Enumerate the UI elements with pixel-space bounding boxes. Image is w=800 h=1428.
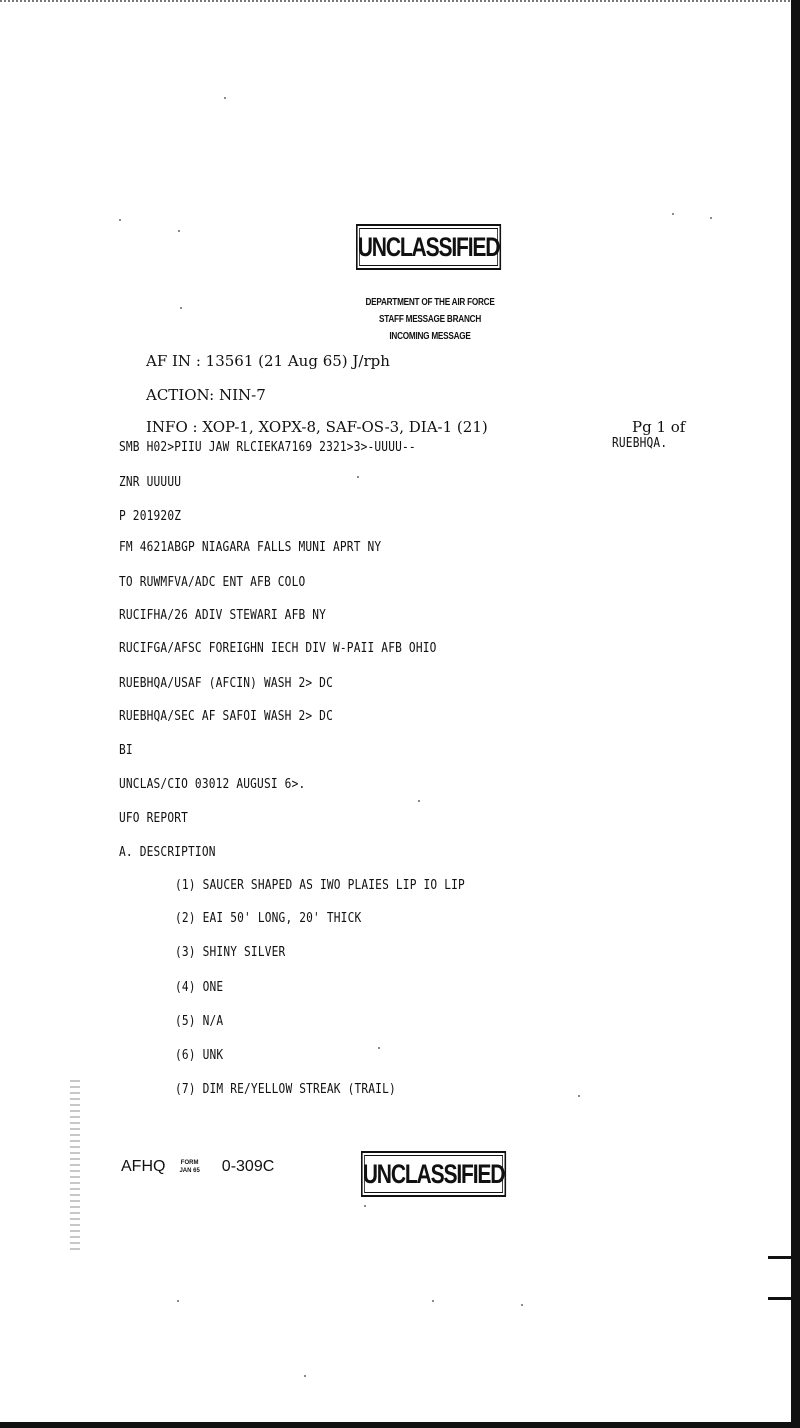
description-item: (3) SHINY SILVER	[175, 945, 286, 960]
office-header	[330, 294, 530, 345]
action-line: ACTION: NIN-7	[146, 386, 266, 404]
department-name: DEPARTMENT OF THE AIR FORCE	[365, 297, 495, 308]
page-right-edge	[791, 0, 800, 1428]
edge-tick	[768, 1297, 794, 1300]
to-line: RUCIFGA/AFSC FOREIGHN IECH DIV W-PAII AFB OHIO	[119, 641, 437, 656]
speck	[378, 1047, 380, 1049]
binding-noise	[70, 1080, 80, 1250]
precedence-line: P 201920Z	[119, 509, 182, 524]
bt-line: BI	[119, 743, 133, 758]
speck	[180, 307, 182, 309]
form-label-text: FORM	[180, 1160, 199, 1166]
speck	[304, 1375, 306, 1377]
speck	[119, 219, 121, 221]
speck	[224, 97, 226, 99]
speck	[710, 217, 712, 219]
speck	[364, 1205, 366, 1207]
description-item: (5) N/A	[175, 1014, 224, 1029]
unclassified-stamp-top: UNCLASSIFIED	[356, 224, 501, 270]
description-item: (4) ONE	[175, 980, 224, 995]
to-line: TO RUWMFVA/ADC ENT AFB COLO	[119, 575, 306, 590]
subject-line: UFO REPORT	[119, 811, 189, 826]
to-line: RUEBHQA/SEC AF SAFOI WASH 2> DC	[119, 709, 333, 724]
form-number: 0-309C	[221, 1158, 275, 1175]
description-item: (2) EAI 50' LONG, 20' THICK	[175, 911, 362, 926]
speck	[418, 800, 420, 802]
to-line: RUEBHQA/USAF (AFCIN) WASH 2> DC	[119, 676, 333, 691]
page-bottom-edge	[0, 1422, 800, 1428]
top-edge-dashes	[0, 0, 790, 6]
edge-tick	[768, 1256, 794, 1259]
speck	[432, 1300, 434, 1302]
speck	[672, 213, 674, 215]
speck	[178, 230, 180, 232]
zone-line: ZNR UUUUU	[119, 475, 182, 490]
description-item: (6) UNK	[175, 1048, 224, 1063]
smb-line: SMB H02>PIIU JAW RLCIEKA7169 2321>3>-UUUU--	[119, 440, 416, 455]
from-line: FM 4621ABGP NIAGARA FALLS MUNI APRT NY	[119, 540, 382, 555]
speck	[177, 1300, 179, 1302]
description-item: (1) SAUCER SHAPED AS IWO PLAIES LIP IO LIP	[175, 878, 465, 893]
form-label	[179, 1159, 199, 1175]
page-count: Pg 1 of	[632, 418, 686, 436]
description-item: (7) DIM RE/YELLOW STREAK (TRAIL)	[175, 1082, 396, 1097]
form-footer	[121, 1158, 274, 1176]
section-heading: A. DESCRIPTION	[119, 845, 216, 860]
info-line: INFO : XOP-1, XOPX-8, SAF-OS-3, DIA-1 (21)	[146, 418, 488, 436]
to-line: RUCIFHA/26 ADIV STEWARI AFB NY	[119, 608, 327, 623]
message-type: INCOMING MESSAGE	[389, 331, 471, 342]
branch-name: STAFF MESSAGE BRANCH	[379, 314, 481, 325]
unclassified-stamp-bottom: UNCLASSIFIED	[361, 1151, 506, 1197]
classification-line: UNCLAS/CIO 03012 AUGUSI 6>.	[119, 777, 306, 792]
footer-org: AFHQ	[121, 1158, 166, 1175]
originator-ref: RUEBHQA.	[612, 436, 668, 451]
form-date: JAN 65	[179, 1168, 200, 1174]
speck	[521, 1304, 523, 1306]
speck	[357, 476, 359, 478]
speck	[578, 1095, 580, 1097]
af-in-line: AF IN : 13561 (21 Aug 65) J/rph	[146, 352, 390, 370]
